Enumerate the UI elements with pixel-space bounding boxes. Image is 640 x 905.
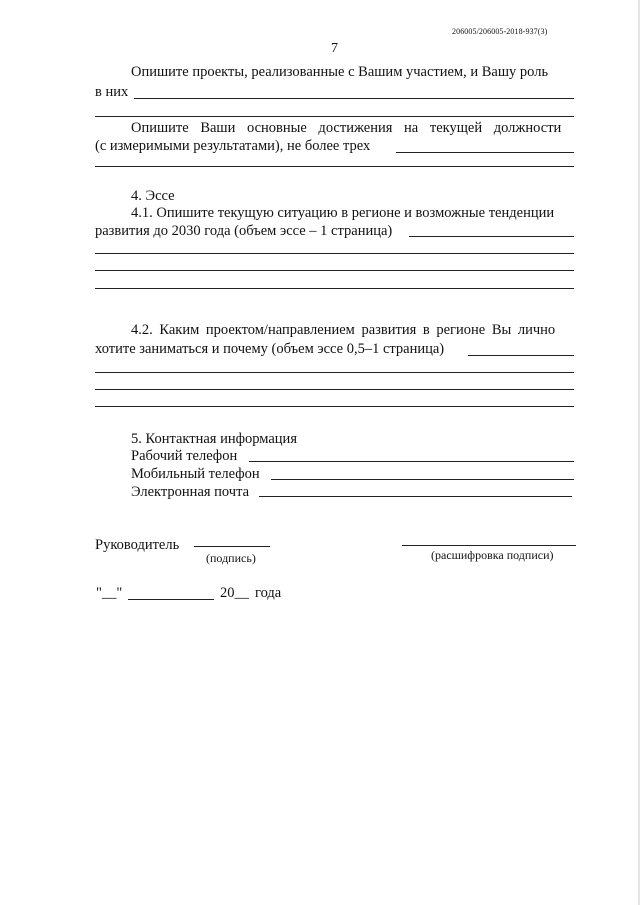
signature-line[interactable] [194,546,270,547]
essay-q1-answer-line-3[interactable] [95,270,574,271]
date-year-prefix: 20__ [220,585,249,601]
essay-q2-answer-line-4[interactable] [95,406,574,407]
essay-q1-answer-line-2[interactable] [95,253,574,254]
signature-decode-line[interactable] [402,545,576,546]
page-number: 7 [331,41,338,56]
essay-q2-answer-line-3[interactable] [95,389,574,390]
contacts-heading: 5. Контактная информация [131,431,297,447]
essay-q1-line1: 4.1. Опишите текущую ситуацию в регионе и возможные тенденции [131,205,555,221]
achievements-answer-line-1[interactable] [396,152,574,153]
projects-prompt-line2: в них [95,84,129,100]
signature-decode-caption: (расшифровка подписи) [431,548,554,562]
projects-answer-line-2[interactable] [95,116,574,117]
essay-q2-answer-line-2[interactable] [95,372,574,373]
essay-heading: 4. Эссе [131,188,175,204]
achievements-prompt-line2: (с измеримыми результатами), не более трех [95,138,371,154]
email-label: Электронная почта [131,484,250,500]
mobile-phone-label: Мобильный телефон [131,466,260,482]
date-month-line[interactable] [128,599,214,600]
projects-prompt-line1: Опишите проекты, реализованные с Вашим участием, и Вашу роль [131,64,549,80]
essay-q1-answer-line-4[interactable] [95,288,574,289]
head-label: Руководитель [95,537,180,553]
achievements-prompt-line1: Опишите Ваши основные достижения на текущей должности [131,120,562,136]
work-phone-field[interactable] [249,461,574,462]
date-year-suffix: года [255,585,282,601]
projects-answer-line-1[interactable] [134,98,574,99]
email-field[interactable] [259,496,572,497]
date-day-quotes: "__" [96,585,123,601]
essay-q1-answer-line-1[interactable] [409,236,574,237]
achievements-answer-line-2[interactable] [95,166,574,167]
essay-q2-line2: хотите заниматься и почему (объем эссе 0,5–1 страница) [95,341,445,357]
mobile-phone-field[interactable] [271,479,574,480]
essay-q2-line1: 4.2. Каким проектом/направлением развития в регионе Вы лично [131,322,556,338]
essay-q1-line2: развития до 2030 года (объем эссе – 1 страница) [95,223,393,239]
work-phone-label: Рабочий телефон [131,448,238,464]
essay-q2-answer-line-1[interactable] [468,355,574,356]
signature-caption: (подпись) [206,551,256,565]
document-id: 206005/206005-2018-937(3) [452,27,548,36]
